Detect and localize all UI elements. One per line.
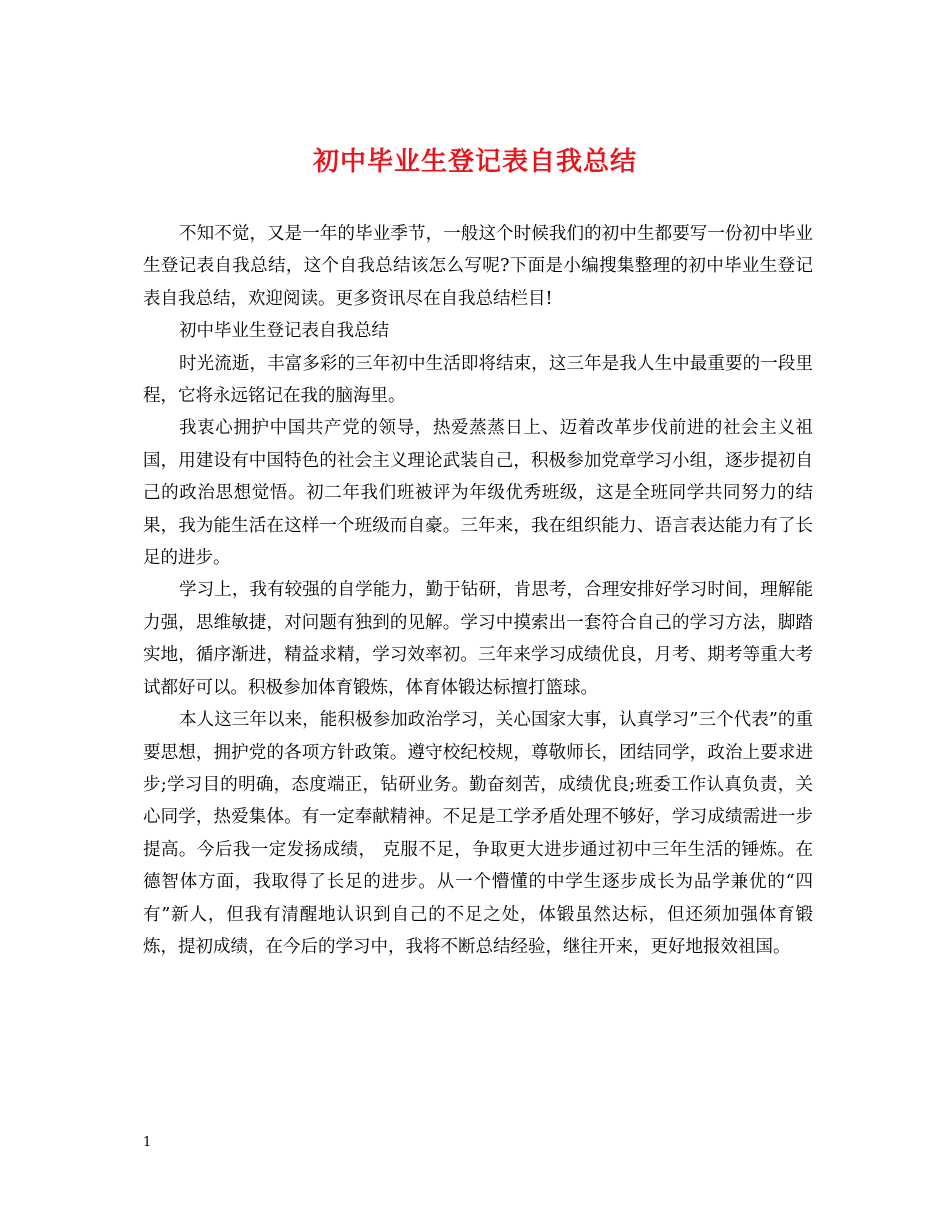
paragraph-politics: 我衷心拥护中国共产党的领导，热爱蒸蒸日上、迈着改革步伐前进的社会主义祖国，用建设有中国特色的社会主义理论武装自己，积极参加党章学习小组，逐步提初自己的政治思想觉悟。初二年我们班被评为年级优秀班级，这是全班同学共同努力的结果，我为能生活在这样一个班级而自豪。三年来，我在组织能力、语言表达能力有了长足的进步。 — [143, 418, 813, 569]
paragraph-study: 学习上，我有较强的自学能力，勤于钻研，肯思考，合理安排好学习时间，理解能力强，思维敏捷，对问题有独到的见解。学习中摸索出一套符合自己的学习方法，脚踏实地，循序渐进，精益求精，学习效率初。三年来学习成绩优良，月考、期考等重大考试都好可以。积极参加体育锻炼，体育体锻达标擅打篮球。 — [143, 580, 813, 698]
paragraph-summary: 本人这三年以来，能积极参加政治学习，关心国家大事，认真学习”三个代表”的重要思想，拥护党的各项方针政策。遵守校纪校规，尊敬师长，团结同学，政治上要求进步;学习目的明确，态度端正，钻研业务。勤奋刻苦，成绩优良;班委工作认真负责，关心同学，热爱集体。有一定奉献精神。不足是工学矛盾处理不够好，学习成绩需进一步提高。今后我一定发扬成绩， 克服不足，争取更大进步通过初中三年生活的锤炼。在德智体方面，我取得了长足的进步。从一个懵懂的中学生逐步成长为品学兼优的“四有”新人，但我有清醒地认识到自己的不足之处，体锻虽然达标，但还须加强体育锻炼，提初成绩，在今后的学习中，我将不断总结经验，继往开来，更好地报效祖国。 — [143, 710, 813, 957]
document-body — [143, 218, 813, 963]
page-number: 1 — [143, 1135, 152, 1150]
paragraph-intro: 不知不觉，又是一年的毕业季节，一般这个时候我们的初中生都要写一份初中毕业生登记表自我总结，这个自我总结该怎么写呢?下面是小编搜集整理的初中毕业生登记表自我总结，欢迎阅读。更多资讯尽在自我总结栏目! — [143, 224, 813, 309]
document-title: 初中毕业生登记表自我总结 — [312, 147, 637, 177]
paragraph-time: 时光流逝，丰富多彩的三年初中生活即将结束，这三年是我人生中最重要的一段里程，它将永远铭记在我的脑海里。 — [143, 353, 813, 407]
paragraph-subheading: 初中毕业生登记表自我总结 — [179, 321, 389, 342]
